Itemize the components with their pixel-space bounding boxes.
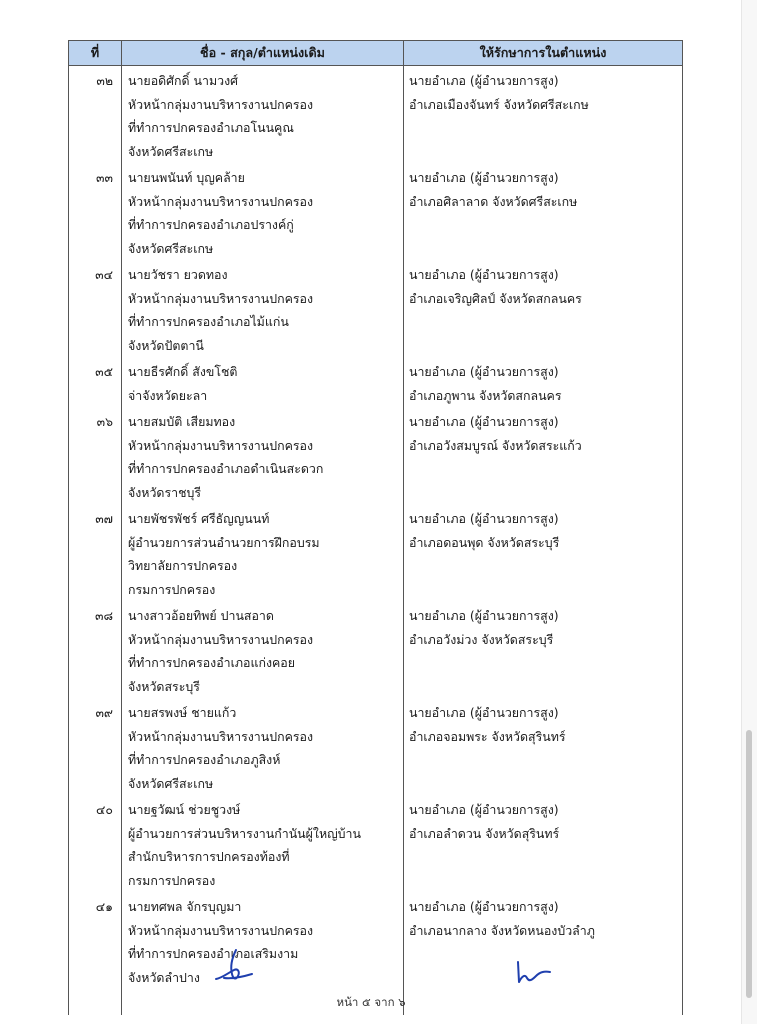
header-position: ให้รักษาการในตำแหน่ง <box>404 41 683 66</box>
acting-position-line: นายอำเภอ (ผู้อำนวยการสูง) <box>409 802 559 817</box>
acting-position-line: นายอำเภอ (ผู้อำนวยการสูง) <box>409 705 559 720</box>
row-number: ๓๔ <box>69 260 122 357</box>
former-position-line: ที่ทำการปกครองอำเภอดำเนินสะดวก <box>128 461 324 476</box>
former-position-line: ที่ทำการปกครองอำเภอเสริมงาม <box>128 946 299 961</box>
row-number: ๓๕ <box>69 357 122 407</box>
former-position-line: กรมการปกครอง <box>128 872 216 888</box>
scrollbar-thumb[interactable] <box>746 730 752 998</box>
acting-position-line: นายอำเภอ (ผู้อำนวยการสูง) <box>409 364 559 379</box>
former-position-line: จังหวัดราชบุรี <box>128 484 202 500</box>
acting-position-line: อำเภอเมืองจันทร์ จังหวัดศรีสะเกษ <box>409 96 589 112</box>
former-position-line: สำนักบริหารการปกครองท้องที่ <box>128 849 290 864</box>
name-cell <box>122 260 404 357</box>
acting-position-cell <box>404 66 683 164</box>
acting-position-line: นายอำเภอ (ผู้อำนวยการสูง) <box>409 170 559 185</box>
former-position-line: จังหวัดศรีสะเกษ <box>128 775 214 791</box>
former-position-line: หัวหน้ากลุ่มงานบริหารงานปกครอง <box>128 96 314 112</box>
former-position-line: หัวหน้ากลุ่มงานบริหารงานปกครอง <box>128 193 314 209</box>
person-name: นายพัชรพัชร์ ศรีธัญญนนท์ <box>128 511 270 526</box>
table-row <box>69 260 683 357</box>
acting-position-line: อำเภอลำดวน จังหวัดสุรินทร์ <box>409 825 560 841</box>
acting-position-line: อำเภอจอมพระ จังหวัดสุรินทร์ <box>409 728 566 744</box>
person-name: นายธีรศักดิ์ สังขโชติ <box>128 364 238 379</box>
table-header-row <box>69 41 683 66</box>
acting-position-line: นายอำเภอ (ผู้อำนวยการสูง) <box>409 608 559 623</box>
table-row <box>69 795 683 892</box>
scrollbar[interactable] <box>741 0 757 1024</box>
row-number: ๓๗ <box>69 504 122 601</box>
acting-position-cell <box>404 357 683 407</box>
former-position-line: จังหวัดลำปาง <box>128 969 200 985</box>
acting-position-cell <box>404 795 683 892</box>
former-position-line: ที่ทำการปกครองอำเภอไม้แก่น <box>128 314 289 329</box>
person-name: นางสาวอ้อยทิพย์ ปานสอาด <box>128 608 274 623</box>
table-row <box>69 357 683 407</box>
name-cell <box>122 698 404 795</box>
name-cell <box>122 163 404 260</box>
former-position-line: จังหวัดสระบุรี <box>128 678 200 694</box>
row-number: ๔๑ <box>69 892 122 989</box>
acting-position-line: อำเภอภูพาน จังหวัดสกลนคร <box>409 387 562 403</box>
acting-position-line: อำเภอวังม่วง จังหวัดสระบุรี <box>409 631 554 647</box>
former-position-line: ที่ทำการปกครองอำเภอแก่งคอย <box>128 655 295 670</box>
former-position-line: ผู้อำนวยการส่วนบริหารงานกำนันผู้ใหญ่บ้าน <box>128 825 361 841</box>
person-name: นายอดิศักดิ์ นามวงศ์ <box>128 73 238 88</box>
former-position-line: จังหวัดศรีสะเกษ <box>128 143 214 159</box>
person-name: นายวัชรา ยวดทอง <box>128 267 228 282</box>
name-cell <box>122 357 404 407</box>
acting-position-line: อำเภอดอนพุด จังหวัดสระบุรี <box>409 534 560 550</box>
signature-left <box>210 948 258 984</box>
former-position-line: จังหวัดปัตตานี <box>128 337 204 353</box>
header-name: ชื่อ - สกุล/ตำแหน่งเดิม <box>122 41 404 66</box>
former-position-line: หัวหน้ากลุ่มงานบริหารงานปกครอง <box>128 631 314 647</box>
former-position-line: วิทยาลัยการปกครอง <box>128 558 238 573</box>
former-position-line: ผู้อำนวยการส่วนอำนวยการฝึกอบรม <box>128 534 320 550</box>
name-cell <box>122 504 404 601</box>
acting-position-line: อำเภอเจริญศิลป์ จังหวัดสกลนคร <box>409 290 582 306</box>
table-row <box>69 601 683 698</box>
former-position-line: ที่ทำการปกครองอำเภอปรางค์กู่ <box>128 217 294 232</box>
former-position-line: ที่ทำการปกครองอำเภอโนนคูณ <box>128 120 294 135</box>
acting-position-cell <box>404 163 683 260</box>
name-cell <box>122 407 404 504</box>
acting-position-line: อำเภอวังสมบูรณ์ จังหวัดสระแก้ว <box>409 437 582 453</box>
acting-position-line: นายอำเภอ (ผู้อำนวยการสูง) <box>409 899 559 914</box>
person-name: นายสมบัติ เสียมทอง <box>128 414 236 429</box>
acting-position-line: อำเภอนากลาง จังหวัดหนองบัวลำภู <box>409 922 595 938</box>
name-cell <box>122 892 404 989</box>
person-name: นายฐวัฒน์ ช่วยชูวงษ์ <box>128 802 241 817</box>
signature-right <box>510 958 560 988</box>
former-position-line: ที่ทำการปกครองอำเภอภูสิงห์ <box>128 752 281 767</box>
appointment-table <box>68 40 683 1015</box>
former-position-line: หัวหน้ากลุ่มงานบริหารงานปกครอง <box>128 922 314 938</box>
former-position-line: จังหวัดศรีสะเกษ <box>128 240 214 256</box>
acting-position-line: อำเภอศิลาลาด จังหวัดศรีสะเกษ <box>409 193 578 209</box>
acting-position-line: นายอำเภอ (ผู้อำนวยการสูง) <box>409 73 559 88</box>
row-number: ๔๐ <box>69 795 122 892</box>
former-position-line: จ่าจังหวัดยะลา <box>128 387 208 403</box>
person-name: นายนพนันท์ บุญคล้าย <box>128 170 245 185</box>
former-position-line: หัวหน้ากลุ่มงานบริหารงานปกครอง <box>128 437 314 453</box>
table-row <box>69 698 683 795</box>
name-cell <box>122 601 404 698</box>
row-number: ๓๒ <box>69 66 122 164</box>
acting-position-cell <box>404 407 683 504</box>
table-row <box>69 407 683 504</box>
table-row <box>69 163 683 260</box>
row-number: ๓๖ <box>69 407 122 504</box>
table-row <box>69 504 683 601</box>
row-number: ๓๘ <box>69 601 122 698</box>
acting-position-line: นายอำเภอ (ผู้อำนวยการสูง) <box>409 414 559 429</box>
table-row <box>69 66 683 164</box>
former-position-line: หัวหน้ากลุ่มงานบริหารงานปกครอง <box>128 728 314 744</box>
name-cell <box>122 795 404 892</box>
acting-position-line: นายอำเภอ (ผู้อำนวยการสูง) <box>409 511 559 526</box>
former-position-line: หัวหน้ากลุ่มงานบริหารงานปกครอง <box>128 290 314 306</box>
acting-position-cell <box>404 698 683 795</box>
former-position-line: กรมการปกครอง <box>128 581 216 597</box>
header-no: ที่ <box>69 41 122 66</box>
person-name: นายทศพล จักรบุญมา <box>128 899 242 914</box>
acting-position-cell <box>404 260 683 357</box>
acting-position-cell <box>404 504 683 601</box>
row-number: ๓๙ <box>69 698 122 795</box>
name-cell <box>122 66 404 164</box>
table-row <box>69 892 683 989</box>
page-number: หน้า ๕ จาก ๖ <box>336 995 406 1009</box>
acting-position-cell <box>404 601 683 698</box>
row-number: ๓๓ <box>69 163 122 260</box>
person-name: นายสรพงษ์ ชายแก้ว <box>128 705 237 720</box>
acting-position-line: นายอำเภอ (ผู้อำนวยการสูง) <box>409 267 559 282</box>
